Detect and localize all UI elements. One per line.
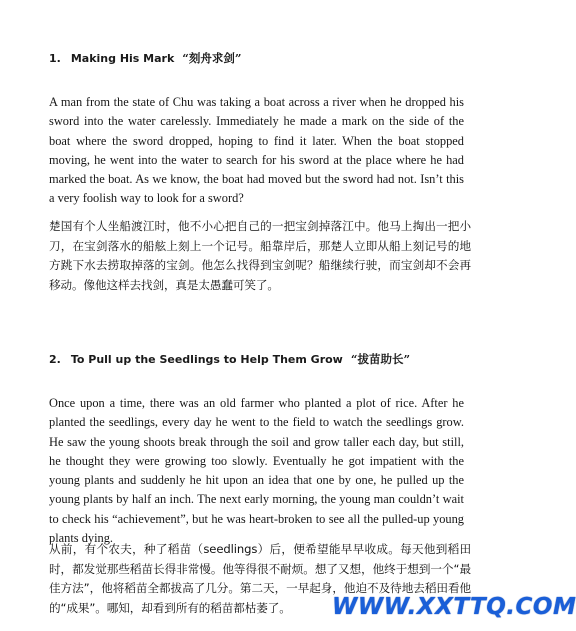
story-1-title-cn: “刻舟求剑” — [182, 51, 242, 65]
story-1-number: 1. — [49, 52, 61, 65]
story-1-title-en: Making His Mark — [70, 52, 175, 65]
story-1-english-paragraph: A man from the state of Chu was taking a boat across a river when he dropped his sword into the water carelessly. Immediately he made a mark on the side of the boat where the sword dropped, hoping to find it later. When the boat stopped moving, he went into the water to search for his sword at the place where he had marked the boat. As we know, the boat had moved but the sword had not. Isn’t this a very foolish way to look for a sword? — [49, 95, 464, 206]
story-2-title-cn: “拔苗助长” — [350, 352, 411, 366]
site-watermark: WWW.XXTTQ.COM — [332, 594, 576, 620]
story-1-chinese-paragraph: 楚国有个人坐船渡江时，他不小心把自己的一把宝剑掉落江中。他马上掏出一把小刀，在宝剑落水的船舷上刻上一个记号。船靠岸后，那楚人立即从船上刻记号的地方跳下水去捞取掉落的宝剑。他怎么找得到宝剑呢？船继续行驶，而宝剑却不会再移动。像他这样去找剑，真是太愚蠢可笑了。 — [49, 219, 471, 292]
story-1-heading — [49, 50, 242, 66]
story-2-heading — [49, 351, 410, 367]
story-2-english-paragraph: Once upon a time, there was an old farmer who planted a plot of rice. After he planted the seedlings, every day he went to the field to watch the seedlings grow. He saw the young shoots break through the soil and grow taller each day, but still, he thought they were growing too slowly. Eventually he got impatient with the young plants and suddenly he hit upon an idea that one by one, he pulled up the young plants by half an inch. The next early morning, the young man couldn’t wait to check his “achievement”, but he was heart-broken to see all the pulled-up young plants dying. — [49, 396, 464, 546]
story-2-chinese-paragraph: 从前，有个农夫，种了稻苗（seedlings）后，便希望能早早收成。每天他到稻田时，都发觉那些稻苗长得非常慢。他等得很不耐烦。想了又想，他终于想到一个“最佳方法”，他将稻苗全都拔高了几分。第二天，一早起身，他迫不及待地去稻田看他的“成果”。哪知，却看到所有的稻苗都枯萎了。 — [49, 542, 471, 615]
story-2-title-en: To Pull up the Seedlings to Help Them Grow — [70, 353, 343, 366]
story-2-number: 2. — [49, 353, 61, 366]
